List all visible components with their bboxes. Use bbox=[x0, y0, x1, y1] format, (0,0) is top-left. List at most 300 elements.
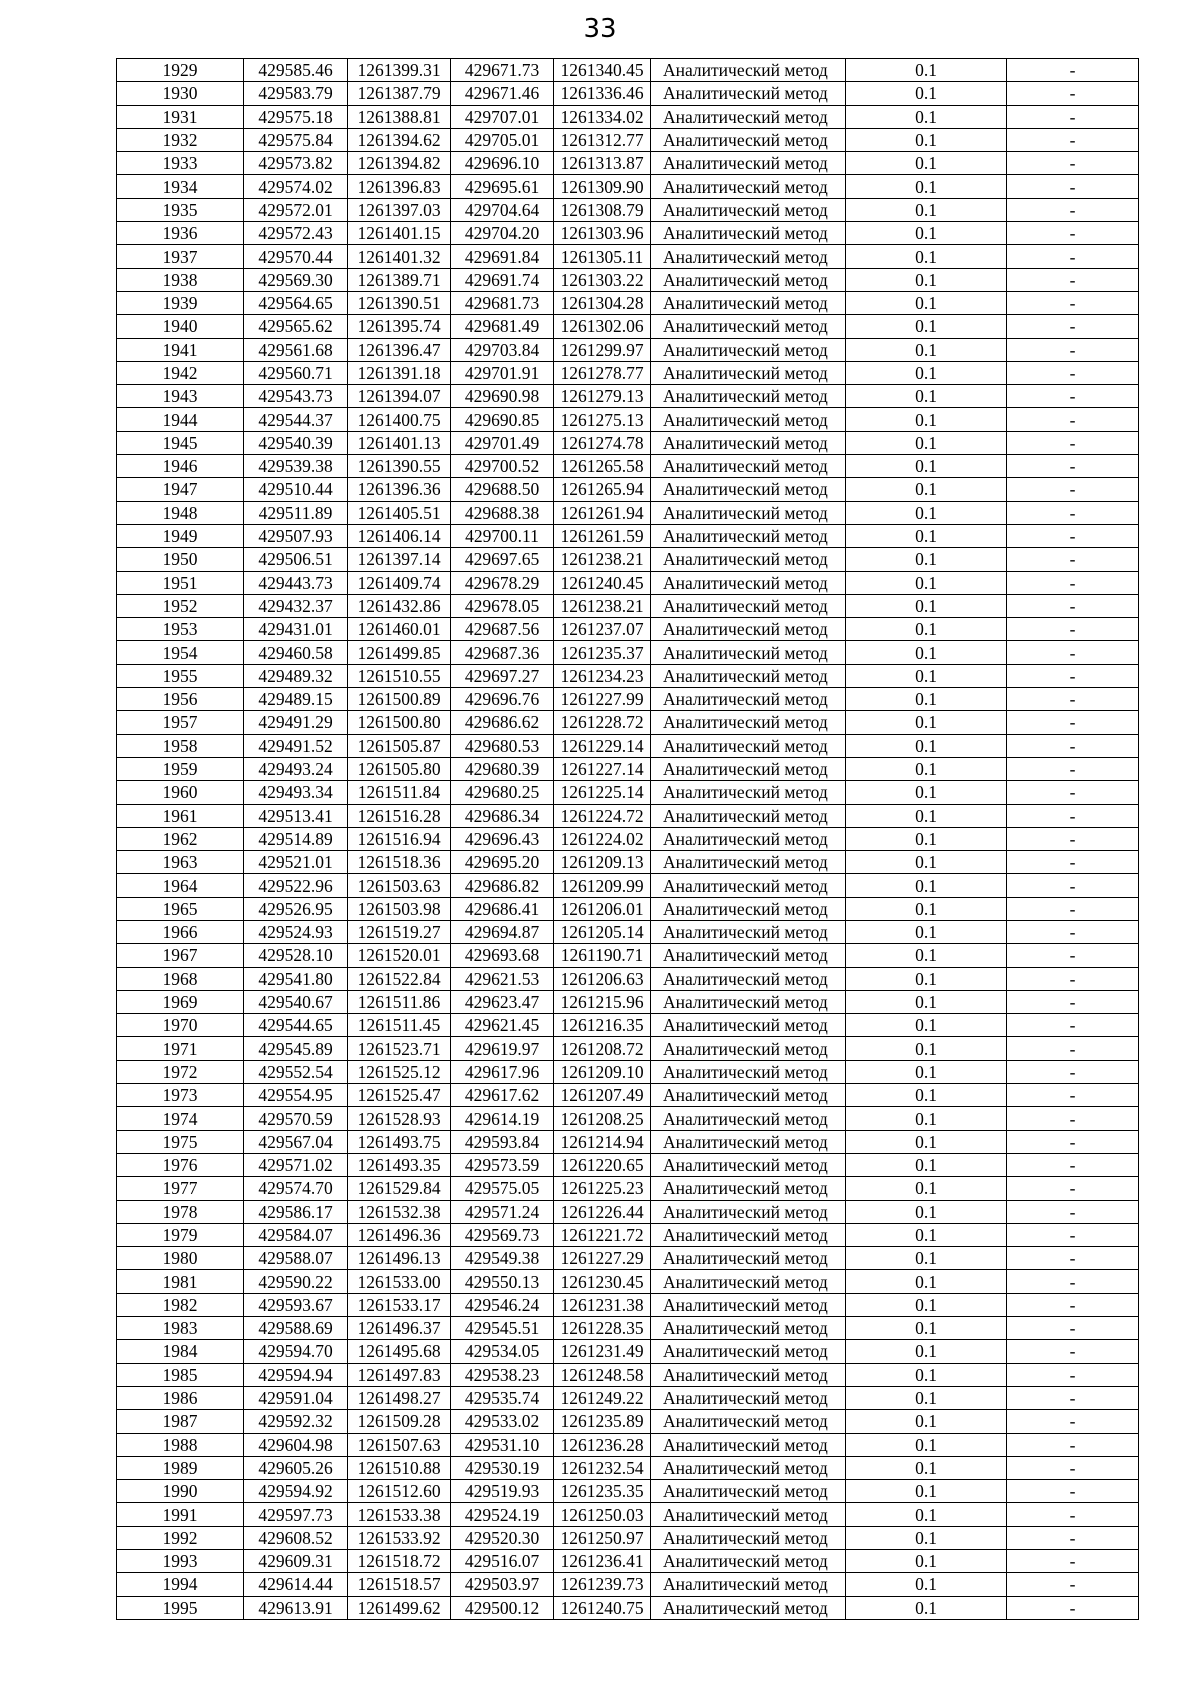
y2-cell: 1261240.75 bbox=[554, 1596, 651, 1619]
y1-cell: 1261493.75 bbox=[348, 1130, 451, 1153]
note-cell: - bbox=[1007, 851, 1139, 874]
x1-cell: 429543.73 bbox=[244, 385, 348, 408]
method-cell: Аналитический метод bbox=[651, 1550, 846, 1573]
y2-cell: 1261305.11 bbox=[554, 245, 651, 268]
table-row bbox=[117, 990, 1139, 1013]
method-cell: Аналитический метод bbox=[651, 524, 846, 547]
point-number-cell: 1985 bbox=[117, 1363, 244, 1386]
y1-cell: 1261503.98 bbox=[348, 897, 451, 920]
note-cell: - bbox=[1007, 198, 1139, 221]
point-number-cell: 1976 bbox=[117, 1153, 244, 1176]
accuracy-cell: 0.1 bbox=[846, 1503, 1007, 1526]
accuracy-cell: 0.1 bbox=[846, 1084, 1007, 1107]
table-row bbox=[117, 175, 1139, 198]
note-cell: - bbox=[1007, 1223, 1139, 1246]
note-cell: - bbox=[1007, 548, 1139, 571]
y1-cell: 1261394.62 bbox=[348, 128, 451, 151]
x1-cell: 429593.67 bbox=[244, 1293, 348, 1316]
x1-cell: 429597.73 bbox=[244, 1503, 348, 1526]
x2-cell: 429575.05 bbox=[451, 1177, 554, 1200]
point-number-cell: 1969 bbox=[117, 990, 244, 1013]
point-number-cell: 1967 bbox=[117, 944, 244, 967]
y2-cell: 1261229.14 bbox=[554, 734, 651, 757]
y2-cell: 1261249.22 bbox=[554, 1386, 651, 1409]
method-cell: Аналитический метод bbox=[651, 757, 846, 780]
method-cell: Аналитический метод bbox=[651, 455, 846, 478]
method-cell: Аналитический метод bbox=[651, 1130, 846, 1153]
point-number-cell: 1989 bbox=[117, 1456, 244, 1479]
y2-cell: 1261304.28 bbox=[554, 291, 651, 314]
y2-cell: 1261340.45 bbox=[554, 59, 651, 82]
accuracy-cell: 0.1 bbox=[846, 1433, 1007, 1456]
note-cell: - bbox=[1007, 1526, 1139, 1549]
x1-cell: 429524.93 bbox=[244, 920, 348, 943]
note-cell: - bbox=[1007, 1177, 1139, 1200]
accuracy-cell: 0.1 bbox=[846, 175, 1007, 198]
accuracy-cell: 0.1 bbox=[846, 1596, 1007, 1619]
y2-cell: 1261228.35 bbox=[554, 1317, 651, 1340]
accuracy-cell: 0.1 bbox=[846, 152, 1007, 175]
note-cell: - bbox=[1007, 1503, 1139, 1526]
accuracy-cell: 0.1 bbox=[846, 222, 1007, 245]
y1-cell: 1261396.36 bbox=[348, 478, 451, 501]
note-cell: - bbox=[1007, 967, 1139, 990]
method-cell: Аналитический метод bbox=[651, 1177, 846, 1200]
method-cell: Аналитический метод bbox=[651, 804, 846, 827]
x1-cell: 429574.70 bbox=[244, 1177, 348, 1200]
note-cell: - bbox=[1007, 757, 1139, 780]
table-row bbox=[117, 385, 1139, 408]
x1-cell: 429511.89 bbox=[244, 501, 348, 524]
point-number-cell: 1949 bbox=[117, 524, 244, 547]
table-row bbox=[117, 944, 1139, 967]
y1-cell: 1261460.01 bbox=[348, 618, 451, 641]
x2-cell: 429695.20 bbox=[451, 851, 554, 874]
y1-cell: 1261401.32 bbox=[348, 245, 451, 268]
x2-cell: 429680.39 bbox=[451, 757, 554, 780]
point-number-cell: 1992 bbox=[117, 1526, 244, 1549]
y1-cell: 1261511.45 bbox=[348, 1014, 451, 1037]
x1-cell: 429594.92 bbox=[244, 1480, 348, 1503]
point-number-cell: 1954 bbox=[117, 641, 244, 664]
y2-cell: 1261206.01 bbox=[554, 897, 651, 920]
method-cell: Аналитический метод bbox=[651, 897, 846, 920]
note-cell: - bbox=[1007, 804, 1139, 827]
table-row bbox=[117, 524, 1139, 547]
y1-cell: 1261397.03 bbox=[348, 198, 451, 221]
y1-cell: 1261533.17 bbox=[348, 1293, 451, 1316]
x2-cell: 429691.74 bbox=[451, 268, 554, 291]
y1-cell: 1261499.85 bbox=[348, 641, 451, 664]
table-row bbox=[117, 1410, 1139, 1433]
x2-cell: 429686.41 bbox=[451, 897, 554, 920]
point-number-cell: 1984 bbox=[117, 1340, 244, 1363]
x1-cell: 429460.58 bbox=[244, 641, 348, 664]
x1-cell: 429560.71 bbox=[244, 361, 348, 384]
y1-cell: 1261388.81 bbox=[348, 105, 451, 128]
x1-cell: 429507.93 bbox=[244, 524, 348, 547]
note-cell: - bbox=[1007, 82, 1139, 105]
accuracy-cell: 0.1 bbox=[846, 385, 1007, 408]
accuracy-cell: 0.1 bbox=[846, 1526, 1007, 1549]
note-cell: - bbox=[1007, 1340, 1139, 1363]
method-cell: Аналитический метод bbox=[651, 548, 846, 571]
method-cell: Аналитический метод bbox=[651, 1340, 846, 1363]
method-cell: Аналитический метод bbox=[651, 990, 846, 1013]
x1-cell: 429540.67 bbox=[244, 990, 348, 1013]
accuracy-cell: 0.1 bbox=[846, 291, 1007, 314]
method-cell: Аналитический метод bbox=[651, 1060, 846, 1083]
method-cell: Аналитический метод bbox=[651, 408, 846, 431]
x1-cell: 429545.89 bbox=[244, 1037, 348, 1060]
table-row bbox=[117, 315, 1139, 338]
x2-cell: 429531.10 bbox=[451, 1433, 554, 1456]
y2-cell: 1261336.46 bbox=[554, 82, 651, 105]
table-row bbox=[117, 1037, 1139, 1060]
x2-cell: 429533.02 bbox=[451, 1410, 554, 1433]
point-number-cell: 1943 bbox=[117, 385, 244, 408]
y2-cell: 1261209.10 bbox=[554, 1060, 651, 1083]
x1-cell: 429588.07 bbox=[244, 1247, 348, 1270]
y2-cell: 1261225.23 bbox=[554, 1177, 651, 1200]
y2-cell: 1261228.72 bbox=[554, 711, 651, 734]
x1-cell: 429575.84 bbox=[244, 128, 348, 151]
x2-cell: 429701.49 bbox=[451, 431, 554, 454]
table-row bbox=[117, 1503, 1139, 1526]
method-cell: Аналитический метод bbox=[651, 920, 846, 943]
y2-cell: 1261230.45 bbox=[554, 1270, 651, 1293]
method-cell: Аналитический метод bbox=[651, 1503, 846, 1526]
accuracy-cell: 0.1 bbox=[846, 1270, 1007, 1293]
note-cell: - bbox=[1007, 688, 1139, 711]
x2-cell: 429535.74 bbox=[451, 1386, 554, 1409]
x1-cell: 429544.65 bbox=[244, 1014, 348, 1037]
table-row bbox=[117, 1223, 1139, 1246]
method-cell: Аналитический метод bbox=[651, 338, 846, 361]
table-row bbox=[117, 152, 1139, 175]
point-number-cell: 1935 bbox=[117, 198, 244, 221]
x1-cell: 429540.39 bbox=[244, 431, 348, 454]
y2-cell: 1261312.77 bbox=[554, 128, 651, 151]
accuracy-cell: 0.1 bbox=[846, 1177, 1007, 1200]
coordinates-table bbox=[116, 58, 1139, 1620]
note-cell: - bbox=[1007, 338, 1139, 361]
x2-cell: 429686.82 bbox=[451, 874, 554, 897]
x2-cell: 429700.52 bbox=[451, 455, 554, 478]
y2-cell: 1261275.13 bbox=[554, 408, 651, 431]
table-row bbox=[117, 501, 1139, 524]
point-number-cell: 1947 bbox=[117, 478, 244, 501]
x2-cell: 429519.93 bbox=[451, 1480, 554, 1503]
y2-cell: 1261236.28 bbox=[554, 1433, 651, 1456]
table-row bbox=[117, 594, 1139, 617]
y2-cell: 1261235.37 bbox=[554, 641, 651, 664]
x2-cell: 429695.61 bbox=[451, 175, 554, 198]
note-cell: - bbox=[1007, 1153, 1139, 1176]
accuracy-cell: 0.1 bbox=[846, 827, 1007, 850]
x2-cell: 429524.19 bbox=[451, 1503, 554, 1526]
y1-cell: 1261400.75 bbox=[348, 408, 451, 431]
point-number-cell: 1929 bbox=[117, 59, 244, 82]
y1-cell: 1261525.47 bbox=[348, 1084, 451, 1107]
accuracy-cell: 0.1 bbox=[846, 1247, 1007, 1270]
point-number-cell: 1933 bbox=[117, 152, 244, 175]
y2-cell: 1261334.02 bbox=[554, 105, 651, 128]
table-row bbox=[117, 781, 1139, 804]
x1-cell: 429569.30 bbox=[244, 268, 348, 291]
x2-cell: 429530.19 bbox=[451, 1456, 554, 1479]
x2-cell: 429573.59 bbox=[451, 1153, 554, 1176]
accuracy-cell: 0.1 bbox=[846, 781, 1007, 804]
y2-cell: 1261309.90 bbox=[554, 175, 651, 198]
point-number-cell: 1966 bbox=[117, 920, 244, 943]
y1-cell: 1261519.27 bbox=[348, 920, 451, 943]
y1-cell: 1261496.13 bbox=[348, 1247, 451, 1270]
y1-cell: 1261496.36 bbox=[348, 1223, 451, 1246]
method-cell: Аналитический метод bbox=[651, 1107, 846, 1130]
table-row bbox=[117, 548, 1139, 571]
x1-cell: 429575.18 bbox=[244, 105, 348, 128]
point-number-cell: 1981 bbox=[117, 1270, 244, 1293]
x2-cell: 429681.49 bbox=[451, 315, 554, 338]
x2-cell: 429503.97 bbox=[451, 1573, 554, 1596]
table-row bbox=[117, 641, 1139, 664]
x1-cell: 429594.70 bbox=[244, 1340, 348, 1363]
method-cell: Аналитический метод bbox=[651, 571, 846, 594]
note-cell: - bbox=[1007, 222, 1139, 245]
x1-cell: 429604.98 bbox=[244, 1433, 348, 1456]
x2-cell: 429621.53 bbox=[451, 967, 554, 990]
x2-cell: 429619.97 bbox=[451, 1037, 554, 1060]
y2-cell: 1261226.44 bbox=[554, 1200, 651, 1223]
y2-cell: 1261278.77 bbox=[554, 361, 651, 384]
point-number-cell: 1940 bbox=[117, 315, 244, 338]
point-number-cell: 1962 bbox=[117, 827, 244, 850]
note-cell: - bbox=[1007, 455, 1139, 478]
table-row bbox=[117, 222, 1139, 245]
accuracy-cell: 0.1 bbox=[846, 641, 1007, 664]
table-row bbox=[117, 478, 1139, 501]
x1-cell: 429522.96 bbox=[244, 874, 348, 897]
table-row bbox=[117, 431, 1139, 454]
y1-cell: 1261500.80 bbox=[348, 711, 451, 734]
note-cell: - bbox=[1007, 1410, 1139, 1433]
y2-cell: 1261238.21 bbox=[554, 548, 651, 571]
table-row bbox=[117, 128, 1139, 151]
point-number-cell: 1960 bbox=[117, 781, 244, 804]
method-cell: Аналитический метод bbox=[651, 1270, 846, 1293]
x1-cell: 429513.41 bbox=[244, 804, 348, 827]
y2-cell: 1261224.02 bbox=[554, 827, 651, 850]
table-row bbox=[117, 664, 1139, 687]
page-number: 33 bbox=[583, 14, 617, 44]
x1-cell: 429614.44 bbox=[244, 1573, 348, 1596]
y2-cell: 1261299.97 bbox=[554, 338, 651, 361]
table-row bbox=[117, 1130, 1139, 1153]
x1-cell: 429552.54 bbox=[244, 1060, 348, 1083]
x2-cell: 429671.46 bbox=[451, 82, 554, 105]
point-number-cell: 1930 bbox=[117, 82, 244, 105]
x1-cell: 429489.32 bbox=[244, 664, 348, 687]
x1-cell: 429609.31 bbox=[244, 1550, 348, 1573]
method-cell: Аналитический метод bbox=[651, 431, 846, 454]
method-cell: Аналитический метод bbox=[651, 664, 846, 687]
y1-cell: 1261397.14 bbox=[348, 548, 451, 571]
x2-cell: 429569.73 bbox=[451, 1223, 554, 1246]
y2-cell: 1261261.59 bbox=[554, 524, 651, 547]
table-row bbox=[117, 1550, 1139, 1573]
point-number-cell: 1936 bbox=[117, 222, 244, 245]
note-cell: - bbox=[1007, 59, 1139, 82]
table-row bbox=[117, 1363, 1139, 1386]
point-number-cell: 1964 bbox=[117, 874, 244, 897]
note-cell: - bbox=[1007, 897, 1139, 920]
x1-cell: 429591.04 bbox=[244, 1386, 348, 1409]
note-cell: - bbox=[1007, 361, 1139, 384]
x2-cell: 429686.62 bbox=[451, 711, 554, 734]
accuracy-cell: 0.1 bbox=[846, 1573, 1007, 1596]
method-cell: Аналитический метод bbox=[651, 245, 846, 268]
y2-cell: 1261205.14 bbox=[554, 920, 651, 943]
accuracy-cell: 0.1 bbox=[846, 967, 1007, 990]
note-cell: - bbox=[1007, 1200, 1139, 1223]
x1-cell: 429544.37 bbox=[244, 408, 348, 431]
x1-cell: 429432.37 bbox=[244, 594, 348, 617]
point-number-cell: 1942 bbox=[117, 361, 244, 384]
x1-cell: 429431.01 bbox=[244, 618, 348, 641]
x2-cell: 429545.51 bbox=[451, 1317, 554, 1340]
accuracy-cell: 0.1 bbox=[846, 1386, 1007, 1409]
point-number-cell: 1957 bbox=[117, 711, 244, 734]
x1-cell: 429506.51 bbox=[244, 548, 348, 571]
table-row bbox=[117, 408, 1139, 431]
method-cell: Аналитический метод bbox=[651, 175, 846, 198]
point-number-cell: 1932 bbox=[117, 128, 244, 151]
y1-cell: 1261518.57 bbox=[348, 1573, 451, 1596]
y1-cell: 1261503.63 bbox=[348, 874, 451, 897]
table-row bbox=[117, 361, 1139, 384]
accuracy-cell: 0.1 bbox=[846, 82, 1007, 105]
table-row bbox=[117, 1526, 1139, 1549]
note-cell: - bbox=[1007, 1293, 1139, 1316]
y2-cell: 1261231.38 bbox=[554, 1293, 651, 1316]
table-row bbox=[117, 338, 1139, 361]
method-cell: Аналитический метод bbox=[651, 1433, 846, 1456]
point-number-cell: 1987 bbox=[117, 1410, 244, 1433]
x1-cell: 429594.94 bbox=[244, 1363, 348, 1386]
y1-cell: 1261387.79 bbox=[348, 82, 451, 105]
x1-cell: 429588.69 bbox=[244, 1317, 348, 1340]
note-cell: - bbox=[1007, 1014, 1139, 1037]
y1-cell: 1261505.80 bbox=[348, 757, 451, 780]
x2-cell: 429621.45 bbox=[451, 1014, 554, 1037]
x1-cell: 429608.52 bbox=[244, 1526, 348, 1549]
y2-cell: 1261274.78 bbox=[554, 431, 651, 454]
y2-cell: 1261215.96 bbox=[554, 990, 651, 1013]
table-row bbox=[117, 1153, 1139, 1176]
x2-cell: 429681.73 bbox=[451, 291, 554, 314]
x2-cell: 429623.47 bbox=[451, 990, 554, 1013]
point-number-cell: 1972 bbox=[117, 1060, 244, 1083]
table-row bbox=[117, 874, 1139, 897]
accuracy-cell: 0.1 bbox=[846, 804, 1007, 827]
y2-cell: 1261216.35 bbox=[554, 1014, 651, 1037]
y1-cell: 1261523.71 bbox=[348, 1037, 451, 1060]
accuracy-cell: 0.1 bbox=[846, 361, 1007, 384]
accuracy-cell: 0.1 bbox=[846, 734, 1007, 757]
accuracy-cell: 0.1 bbox=[846, 1317, 1007, 1340]
method-cell: Аналитический метод bbox=[651, 1293, 846, 1316]
point-number-cell: 1971 bbox=[117, 1037, 244, 1060]
table-row bbox=[117, 967, 1139, 990]
x1-cell: 429605.26 bbox=[244, 1456, 348, 1479]
y2-cell: 1261208.25 bbox=[554, 1107, 651, 1130]
y1-cell: 1261512.60 bbox=[348, 1480, 451, 1503]
accuracy-cell: 0.1 bbox=[846, 1456, 1007, 1479]
x2-cell: 429538.23 bbox=[451, 1363, 554, 1386]
x1-cell: 429554.95 bbox=[244, 1084, 348, 1107]
table-row bbox=[117, 1060, 1139, 1083]
note-cell: - bbox=[1007, 1247, 1139, 1270]
y2-cell: 1261235.89 bbox=[554, 1410, 651, 1433]
method-cell: Аналитический метод bbox=[651, 291, 846, 314]
y2-cell: 1261234.23 bbox=[554, 664, 651, 687]
note-cell: - bbox=[1007, 408, 1139, 431]
method-cell: Аналитический метод bbox=[651, 1247, 846, 1270]
y2-cell: 1261231.49 bbox=[554, 1340, 651, 1363]
point-number-cell: 1973 bbox=[117, 1084, 244, 1107]
y2-cell: 1261208.72 bbox=[554, 1037, 651, 1060]
x1-cell: 429590.22 bbox=[244, 1270, 348, 1293]
y2-cell: 1261232.54 bbox=[554, 1456, 651, 1479]
x2-cell: 429690.98 bbox=[451, 385, 554, 408]
y2-cell: 1261238.21 bbox=[554, 594, 651, 617]
method-cell: Аналитический метод bbox=[651, 618, 846, 641]
note-cell: - bbox=[1007, 1363, 1139, 1386]
accuracy-cell: 0.1 bbox=[846, 1200, 1007, 1223]
x2-cell: 429688.50 bbox=[451, 478, 554, 501]
note-cell: - bbox=[1007, 874, 1139, 897]
note-cell: - bbox=[1007, 315, 1139, 338]
point-number-cell: 1990 bbox=[117, 1480, 244, 1503]
accuracy-cell: 0.1 bbox=[846, 757, 1007, 780]
method-cell: Аналитический метод bbox=[651, 478, 846, 501]
x1-cell: 429564.65 bbox=[244, 291, 348, 314]
accuracy-cell: 0.1 bbox=[846, 1037, 1007, 1060]
table-row bbox=[117, 804, 1139, 827]
y1-cell: 1261518.36 bbox=[348, 851, 451, 874]
accuracy-cell: 0.1 bbox=[846, 501, 1007, 524]
y1-cell: 1261399.31 bbox=[348, 59, 451, 82]
method-cell: Аналитический метод bbox=[651, 105, 846, 128]
method-cell: Аналитический метод bbox=[651, 1200, 846, 1223]
accuracy-cell: 0.1 bbox=[846, 1293, 1007, 1316]
accuracy-cell: 0.1 bbox=[846, 524, 1007, 547]
y1-cell: 1261405.51 bbox=[348, 501, 451, 524]
x2-cell: 429534.05 bbox=[451, 1340, 554, 1363]
y2-cell: 1261303.96 bbox=[554, 222, 651, 245]
y2-cell: 1261206.63 bbox=[554, 967, 651, 990]
point-number-cell: 1953 bbox=[117, 618, 244, 641]
accuracy-cell: 0.1 bbox=[846, 990, 1007, 1013]
x2-cell: 429697.65 bbox=[451, 548, 554, 571]
point-number-cell: 1986 bbox=[117, 1386, 244, 1409]
point-number-cell: 1993 bbox=[117, 1550, 244, 1573]
x2-cell: 429550.13 bbox=[451, 1270, 554, 1293]
y1-cell: 1261409.74 bbox=[348, 571, 451, 594]
accuracy-cell: 0.1 bbox=[846, 1014, 1007, 1037]
note-cell: - bbox=[1007, 385, 1139, 408]
